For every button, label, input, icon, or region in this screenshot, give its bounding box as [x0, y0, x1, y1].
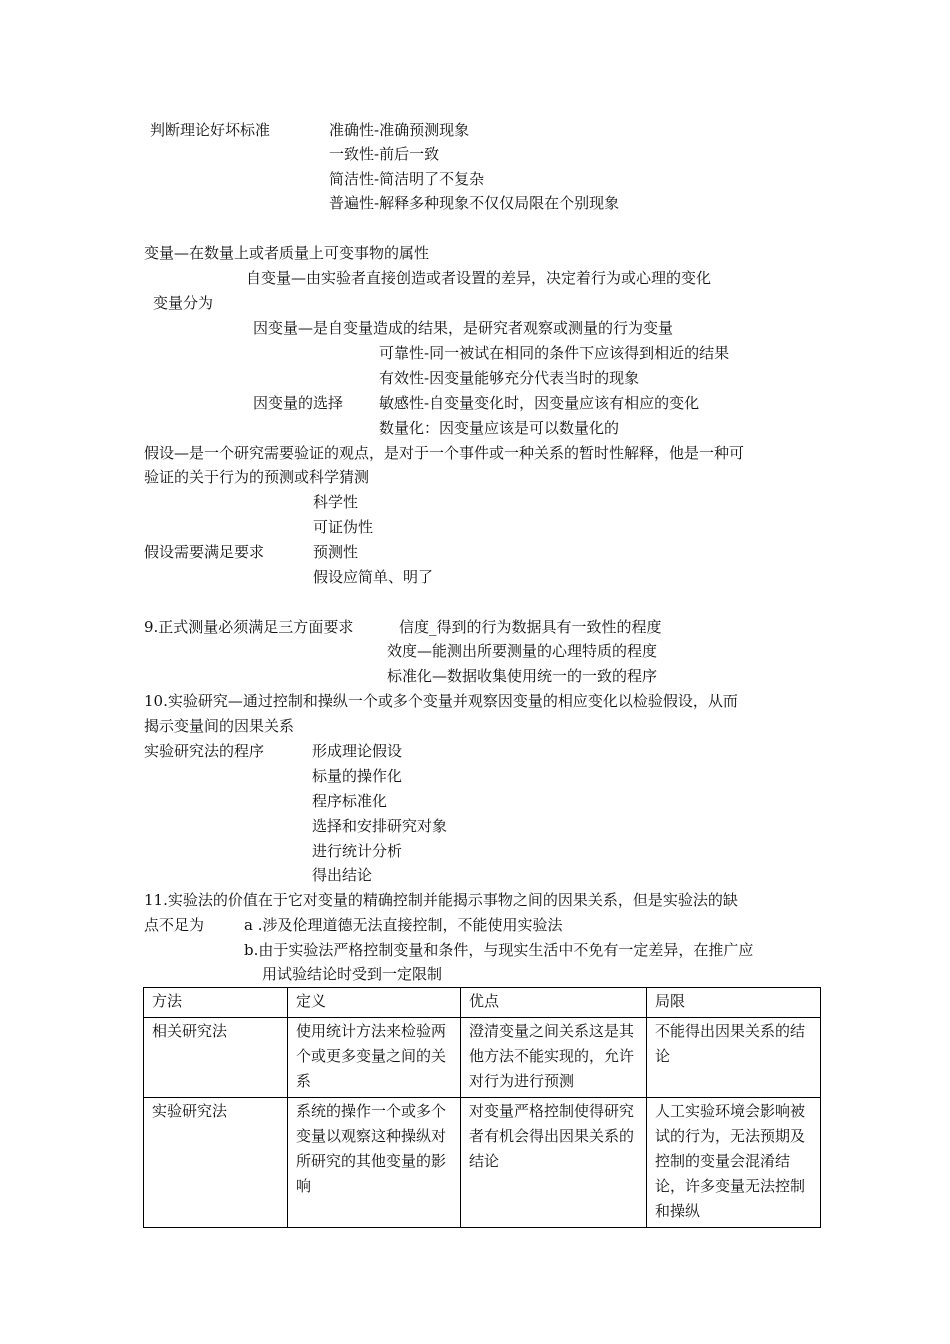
procedure-step: 得出结论: [312, 866, 373, 884]
criterion-item: 一致性-前后一致: [329, 145, 440, 163]
experimental-research-definition: 10.实验研究—通过控制和操纵一个或多个变量并观察因变量的相应变化以检验假设，从而: [144, 692, 738, 710]
limitation-point: a .涉及伦理道德无法直接控制，不能使用实验法: [244, 916, 563, 934]
dependent-variable: 因变量—是自变量造成的结果，是研究者观察或测量的行为变量: [253, 319, 674, 337]
method-comparison-table: [143, 987, 821, 1228]
procedure-step: 程序标准化: [312, 792, 388, 810]
table-cell: 使用统计方法来检验两个或更多变量之间的关系: [288, 1018, 461, 1098]
procedure-step: 标量的操作化: [312, 767, 403, 785]
table-header: 方法: [144, 988, 288, 1018]
criterion-item: 简洁性-简洁明了不复杂: [329, 170, 485, 188]
table-cell: 对变量严格控制使得研究者有机会得出因果关系的结论: [461, 1098, 647, 1228]
table-row: [144, 1098, 821, 1228]
experimental-method-value: 11.实验法的价值在于它对变量的精确控制并能揭示事物之间的因果关系，但是实验法的缺: [144, 891, 738, 909]
table-header: 局限: [647, 988, 821, 1018]
limitation-point: 用试验结论时受到一定限制: [262, 965, 443, 983]
hypothesis-requirement: 可证伪性: [313, 518, 374, 536]
criterion-item: 普遍性-解释多种现象不仅仅局限在个别现象: [329, 194, 620, 212]
experimental-method-value: 点不足为: [144, 916, 205, 934]
independent-variable: 自变量—由实验者直接创造或者设置的差异，决定着行为或心理的变化: [246, 269, 712, 287]
variable-classification-label: 变量分为: [153, 294, 214, 312]
table-header: 优点: [461, 988, 647, 1018]
hypothesis-requirements-label: 假设需要满足要求: [144, 543, 265, 561]
table-header: 定义: [288, 988, 461, 1018]
limitation-point: b.由于实验法严格控制变量和条件，与现实生活中不免有一定差异，在推广应: [244, 941, 754, 959]
table-row: [144, 1018, 821, 1098]
dv-criterion: 有效性-因变量能够充分代表当时的现象: [379, 369, 640, 387]
criterion-item: 准确性-准确预测现象: [329, 121, 470, 139]
dv-selection-label: 因变量的选择: [253, 394, 344, 412]
procedure-step: 进行统计分析: [312, 842, 403, 860]
hypothesis-definition: 验证的关于行为的预测或科学猜测: [144, 468, 370, 486]
table-cell: 系统的操作一个或多个变量以观察这种操纵对所研究的其他变量的影响: [288, 1098, 461, 1228]
procedure-step: 选择和安排研究对象: [312, 817, 448, 835]
measurement-requirement: 效度—能测出所要测量的心理特质的程度: [387, 642, 658, 660]
dv-criterion: 可靠性-同一被试在相同的条件下应该得到相近的结果: [379, 344, 730, 362]
procedure-label: 实验研究法的程序: [144, 742, 265, 760]
measurement-requirement: 信度_得到的行为数据具有一致性的程度: [399, 618, 662, 636]
hypothesis-requirement: 预测性: [313, 543, 359, 561]
hypothesis-definition: 假设—是一个研究需要验证的观点，是对于一个事件或一种关系的暂时性解释，他是一种可: [144, 444, 745, 462]
hypothesis-requirement: 科学性: [313, 493, 359, 511]
table-header-row: [144, 988, 821, 1018]
table-cell: 人工实验环境会影响被试的行为，无法预期及控制的变量会混淆结论，许多变量无法控制和操纵: [647, 1098, 821, 1228]
dv-criterion: 敏感性-自变量变化时，因变量应该有相应的变化: [379, 394, 700, 412]
theory-criteria-label: 判断理论好坏标准: [150, 121, 271, 139]
hypothesis-requirement: 假设应简单、明了: [313, 568, 434, 586]
variable-definition: 变量—在数量上或者质量上可变事物的属性: [144, 244, 430, 262]
dv-criterion: 数量化：因变量应该是可以数量化的: [379, 419, 620, 437]
procedure-step: 形成理论假设: [312, 742, 403, 760]
table-cell: 不能得出因果关系的结论: [647, 1018, 821, 1098]
table-cell: 实验研究法: [144, 1098, 288, 1228]
table-cell: 澄清变量之间关系这是其他方法不能实现的，允许对行为进行预测: [461, 1018, 647, 1098]
table-cell: 相关研究法: [144, 1018, 288, 1098]
experimental-research-definition: 揭示变量间的因果关系: [144, 717, 295, 735]
measurement-requirements-label: 9.正式测量必须满足三方面要求: [144, 618, 354, 636]
measurement-requirement: 标准化—数据收集使用统一的一致的程序: [387, 667, 658, 685]
